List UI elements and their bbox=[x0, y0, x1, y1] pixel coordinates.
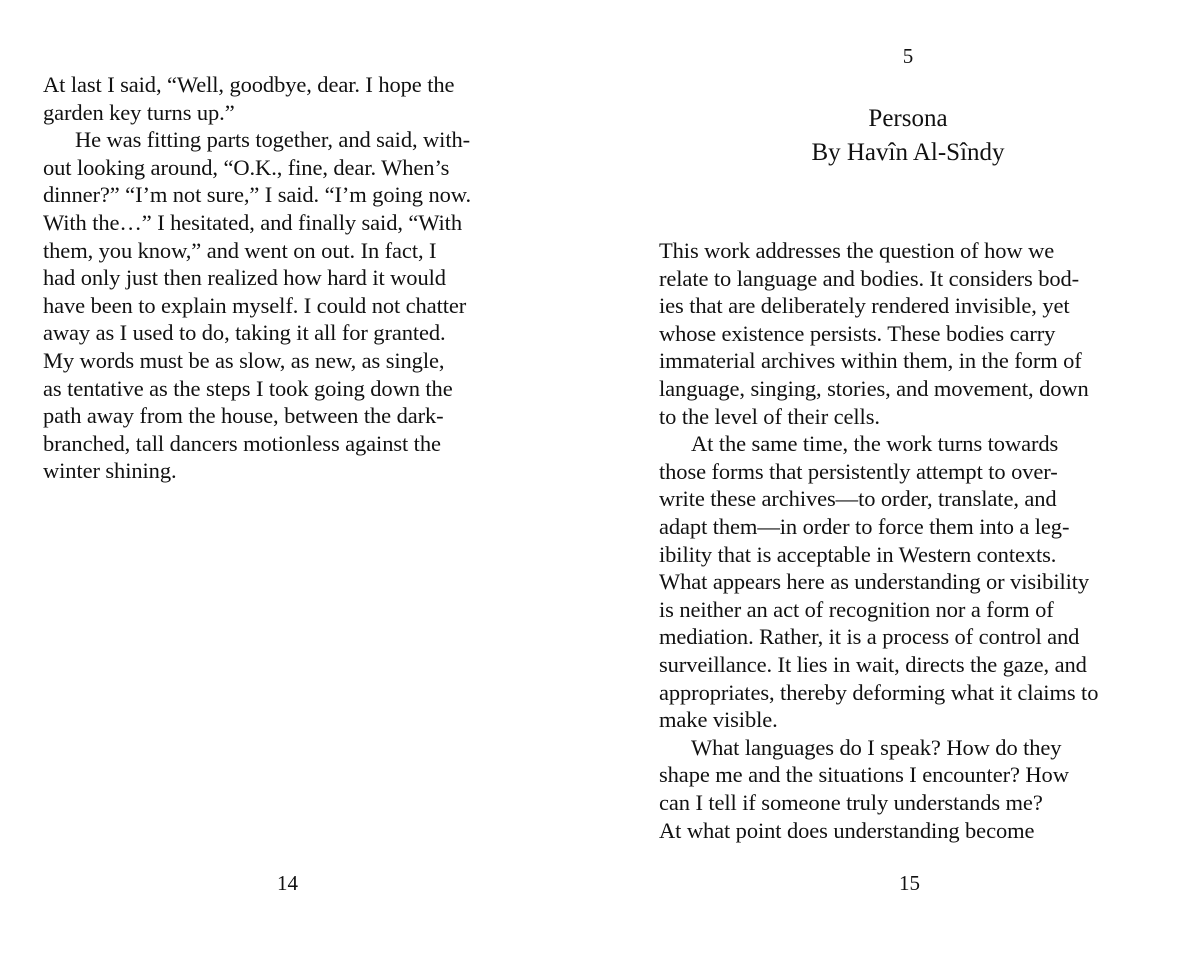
author-byline: By Havîn Al-Sîndy bbox=[811, 139, 1005, 166]
text-line: What appears here as understanding or visibility bbox=[659, 569, 1090, 595]
text-line: winter shining. bbox=[43, 458, 177, 484]
text-line: surveillance. It lies in wait, directs the gaze, and bbox=[659, 652, 1087, 677]
text-line: write these archives—to order, translate, and bbox=[659, 486, 1057, 512]
text-line: is neither an act of recognition nor a form of bbox=[659, 596, 1054, 622]
text-line: have been to explain myself. I could not chatter bbox=[43, 292, 467, 318]
page-number-right: 15 bbox=[899, 871, 920, 895]
text-line: At the same time, the work turns towards bbox=[691, 431, 1059, 457]
text-line: This work addresses the question of how we bbox=[659, 238, 1055, 263]
text-line: language, singing, stories, and movement, down bbox=[659, 376, 1089, 401]
text-line: He was fitting parts together, and said, with- bbox=[75, 127, 471, 153]
text-line: appropriates, thereby deforming what it claims to bbox=[659, 679, 1099, 705]
text-line: branched, tall dancers motionless against the bbox=[43, 430, 441, 456]
text-line: can I tell if someone truly understands me? bbox=[659, 790, 1043, 815]
text-line: them, you know,” and went on out. In fact, I bbox=[43, 237, 437, 263]
text-line: to the level of their cells. bbox=[659, 403, 880, 429]
right-page bbox=[600, 0, 1200, 977]
text-line: ies that are deliberately rendered invisible, yet bbox=[659, 293, 1070, 319]
text-line: away as I used to do, taking it all for granted. bbox=[43, 320, 446, 346]
text-line: as tentative as the steps I took going down the bbox=[43, 375, 453, 401]
text-line: relate to language and bodies. It considers bod- bbox=[659, 265, 1080, 291]
text-line: those forms that persistently attempt to over- bbox=[659, 458, 1058, 484]
text-line: whose existence persists. These bodies carry bbox=[659, 320, 1056, 346]
piece-title: Persona bbox=[868, 105, 948, 132]
text-line: What languages do I speak? How do they bbox=[691, 734, 1062, 760]
text-line: garden key turns up.” bbox=[43, 99, 235, 125]
text-line: immaterial archives within them, in the form of bbox=[659, 348, 1082, 374]
text-line: At last I said, “Well, goodbye, dear. I hope the bbox=[43, 72, 455, 97]
text-line: My words must be as slow, as new, as single, bbox=[43, 348, 445, 373]
section-number: 5 bbox=[902, 44, 914, 68]
text-line: make visible. bbox=[659, 707, 778, 733]
text-line: dinner?” “I’m not sure,” I said. “I’m going now. bbox=[43, 182, 471, 208]
text-line: shape me and the situations I encounter? How bbox=[659, 762, 1069, 788]
text-line: adapt them—in order to force them into a leg- bbox=[659, 514, 1070, 539]
text-line: At what point does understanding become bbox=[659, 817, 1035, 843]
text-line: mediation. Rather, it is a process of control and bbox=[659, 624, 1080, 650]
text-line: path away from the house, between the dark- bbox=[43, 403, 444, 429]
text-line: had only just then realized how hard it would bbox=[43, 265, 446, 291]
text-line: With the…” I hesitated, and finally said, “With bbox=[43, 210, 462, 235]
text-line: ibility that is acceptable in Western contexts. bbox=[659, 541, 1057, 567]
page-number-left: 14 bbox=[277, 871, 298, 895]
text-line: out looking around, “O.K., fine, dear. When’s bbox=[43, 154, 450, 180]
title-block bbox=[600, 102, 1200, 170]
